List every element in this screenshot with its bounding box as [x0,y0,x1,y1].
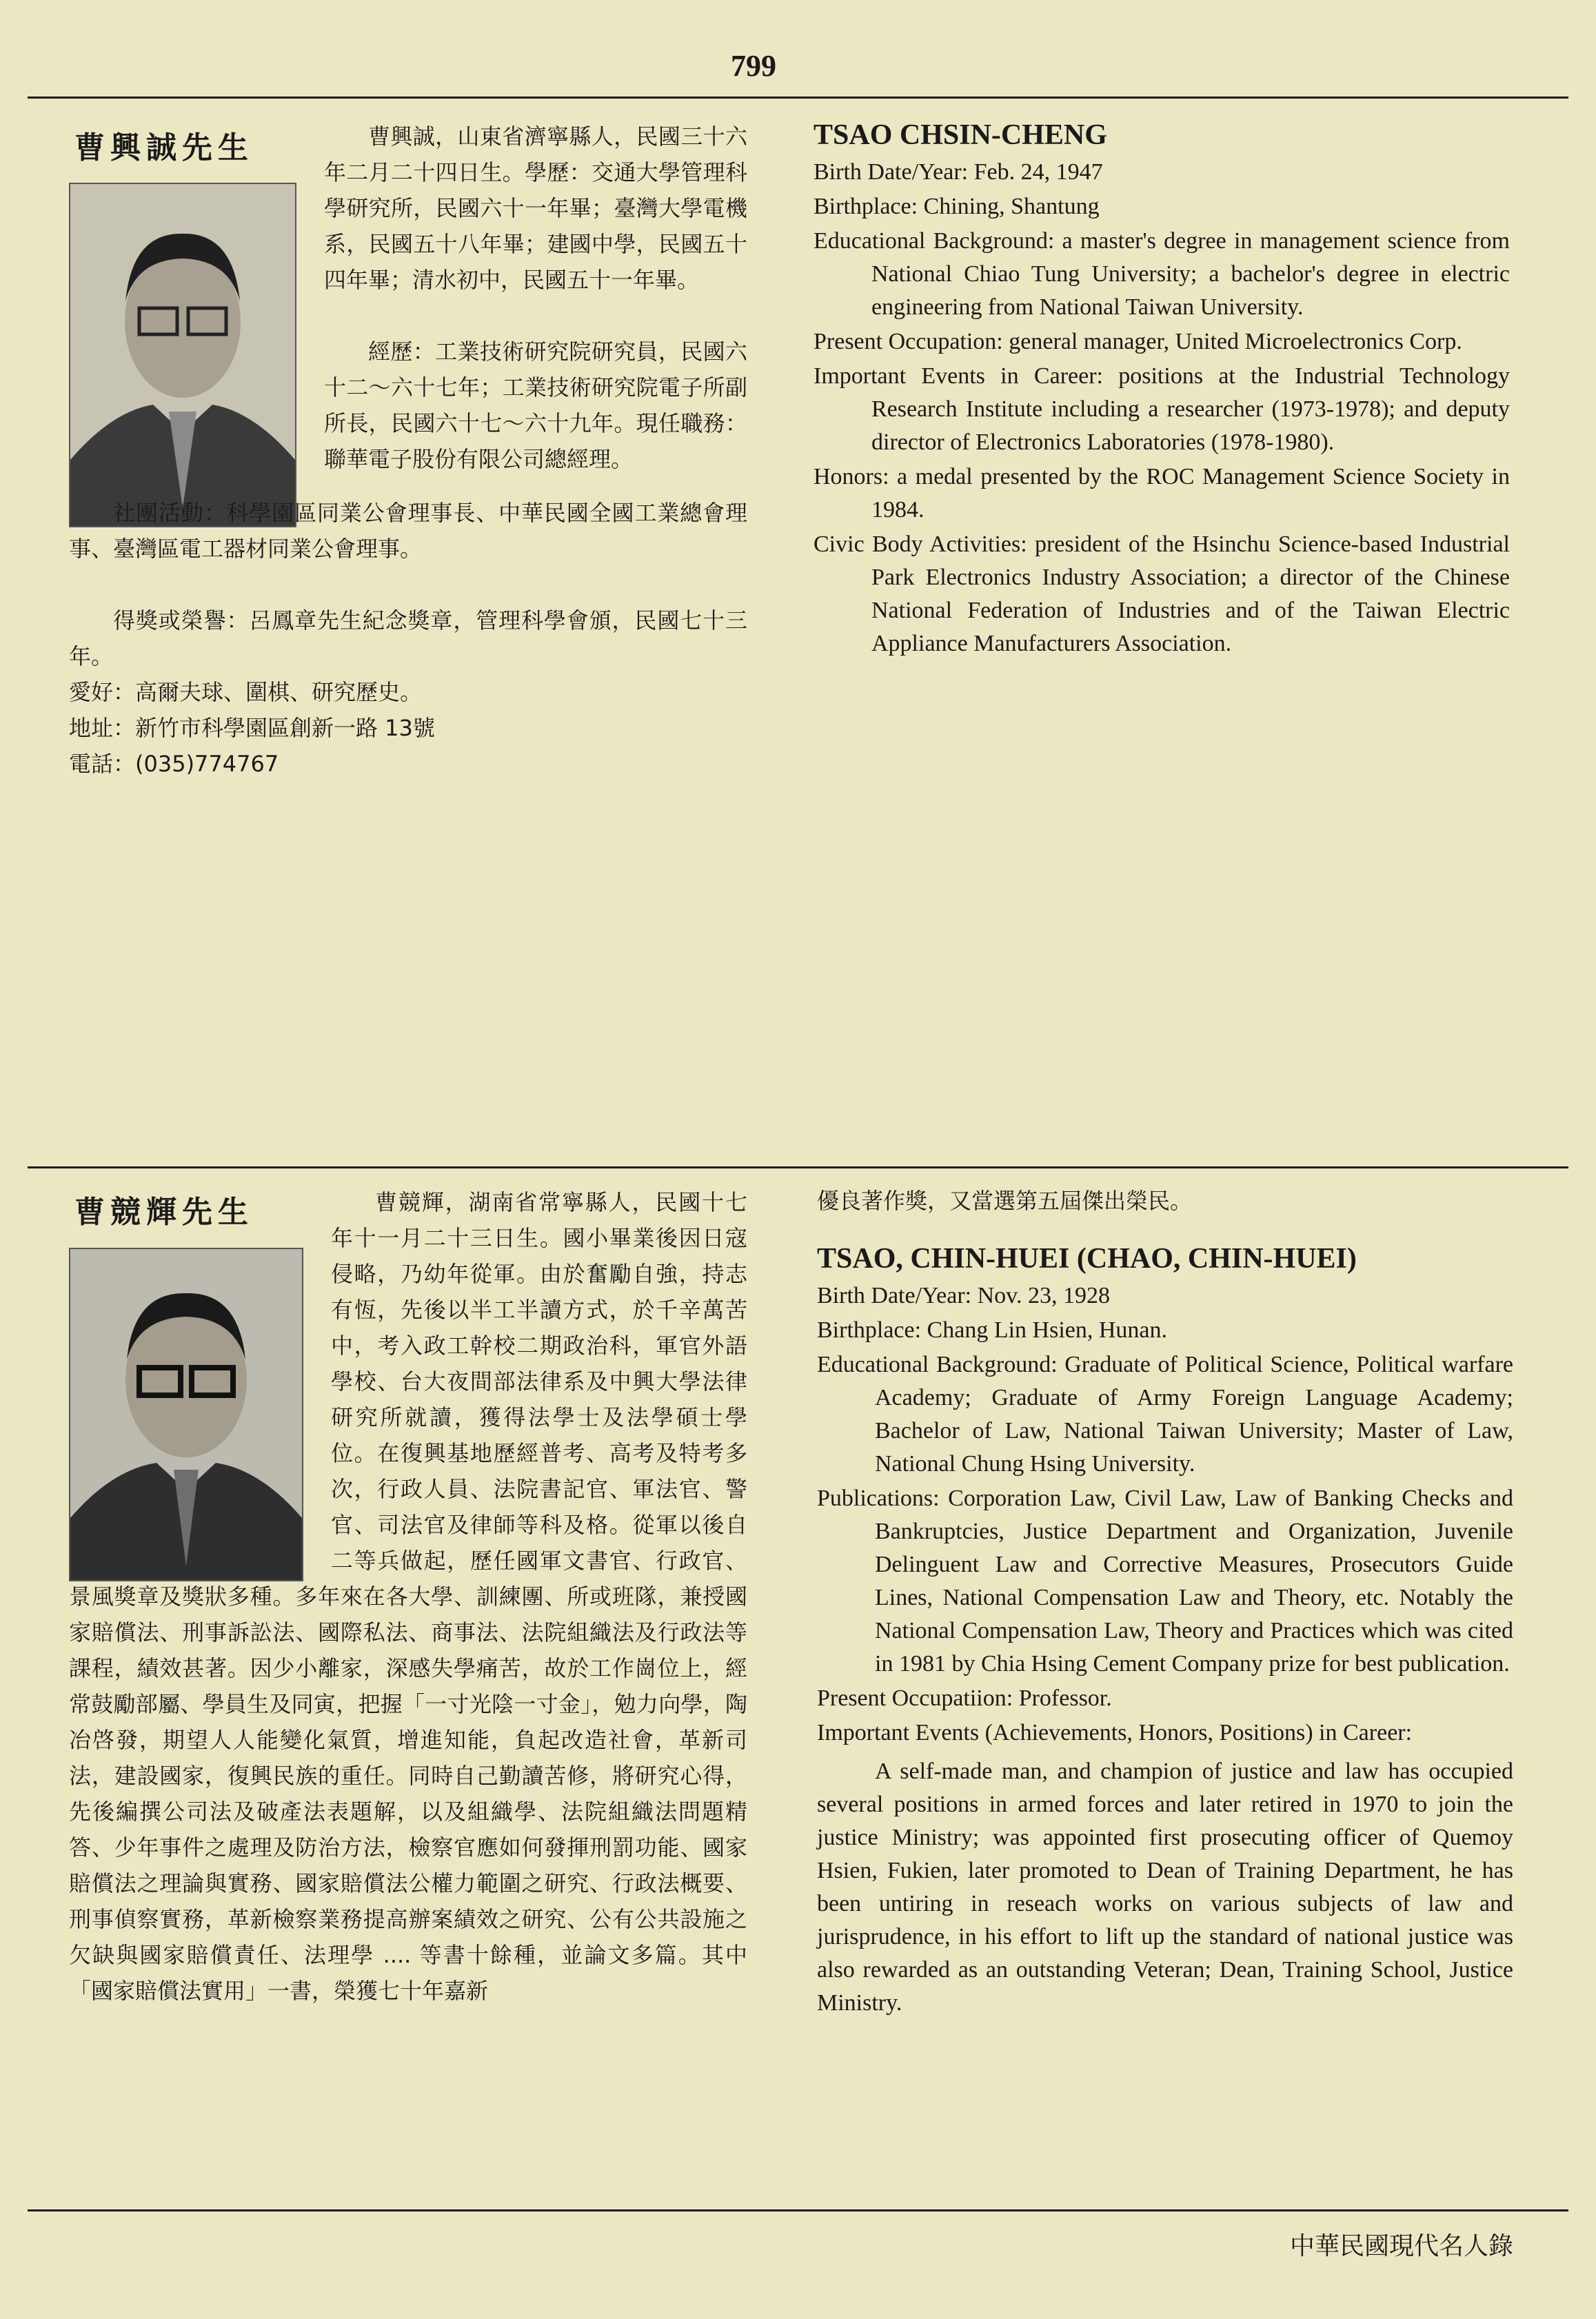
entry1-portrait-photo [69,183,296,527]
portrait-silhouette-icon [70,1249,302,1580]
entry2-en-publications: Publications: Corporation Law, Civil Law, Law of Banking Checks and Bankruptcies, Justice Department and Organization, Juvenile Delinguent Law and Corrective Measures, Prosecutors Guide Lines, National Compensation Law and Theory, etc. Notably the National Compensation Law, Theory and Practices which was cited in 1981 by Chia Hsing Cement Company prize for best publication. [817,1486,1513,1677]
entry1-zh-name: 曹興誠先生 [74,130,254,165]
entry2-en-occupation: Present Occupatiion: Professor. [817,1685,1112,1711]
entry2-portrait-photo [69,1248,303,1581]
entry1-zh-biography: 曹興誠，山東省濟寧縣人，民國三十六年二月二十四日生。學歷：交通大學管理科學研究所，民國六十一年畢；臺灣大學電機系，民國五十八年畢；建國中學，民國五十四年畢；清水初中，民國五十一年畢。 [324,123,747,293]
entry1-zh-career: 經歷：工業技術研究院研究員，民國六十二～六十七年；工業技術研究院電子所副所長，民國六十七～六十九年。現任職務：聯華電子股份有限公司總經理。 [324,338,747,472]
entry1-zh-phone: 電話：(035)774767 [69,751,279,777]
entry2-en-education: Educational Background: Graduate of Political Science, Political warfare Academy; Graduate of Army Foreign Language Academy; Bachelor of Law, National Taiwan University; Master of Law, National Chung Hsing University. [817,1352,1513,1477]
entry1-en-education: Educational Background: a master's degree in management science from National Chiao Tung University; a bachelor's degree in electric engineering from National Taiwan University. [814,228,1510,320]
book-title-footer: 中華民國現代名人錄 [1289,2232,1513,2260]
portrait-silhouette-icon [70,184,295,526]
entry1-en-birth-date: Birth Date/Year: Feb. 24, 1947 [814,159,1103,185]
entry2-en-birth-date: Birth Date/Year: Nov. 23, 1928 [817,1283,1110,1308]
entry1-zh-honors: 得獎或榮譽：呂鳳章先生紀念獎章，管理科學會頒，民國七十三年。 [69,607,747,669]
entry1-english-block [814,119,1510,662]
entry2-zh-bio-lower: 景風獎章及獎狀多種。多年來在各大學、訓練團、所或班隊，兼授國家賠償法、刑事訴訟法、國際私法、商事法、法院組織法及行政法等課程，績效甚著。因少小離家，深感失學痛苦，故於工作崗位上，經常鼓勵部屬、學員生及同寅，把握「一寸光陰一寸金」，勉力向學，陶冶啓發，期望人人能變化氣質，增進知能，負起改造社會，革新司法，建設國家，復興民族的重任。同時自己勤讀苦修，將研究心得，先後編撰公司法及破產法表題解，以及組織學、法院組織法問題精答、少年事件之處理及防治方法，檢察官應如何發揮刑罰功能、國家賠償法之理論與實務、國家賠償法公權力範圍之研究、行政法概要、刑事偵察實務，革新檢察業務提高辦案績效之研究、公有公共設施之欠缺與國家賠償責任、法理學 .... 等書十餘種，並論文多篇。其中「國家賠償法實用」一書，榮獲七十年嘉新 [69,1583,747,2004]
top-rule [28,97,1568,99]
entry2-zh-name: 曹競輝先生 [74,1195,254,1230]
entry2-en-career-heading: Important Events (Achievements, Honors, Positions) in Career: [817,1720,1413,1745]
entry1-en-career-events: Important Events in Career: positions at the Industrial Technology Research Institute including a researcher (1973-1978); and deputy director of Electronics Laboratories (1978-1980). [814,363,1510,455]
entry1-zh-civic-activities: 社團活動：科學園區同業公會理事長、中華民國全國工業總會理事、臺灣區電工器材同業公會理事。 [69,500,747,562]
entry1-zh-address: 地址：新竹市科學園區創新一路 13號 [69,715,435,741]
entry1-en-civic: Civic Body Activities: president of the Hsinchu Science-based Industrial Park Electronics Industry Association; a director of the Chinese National Federation of Industries and of the Taiwan Electric Appliance Manufacturers Association. [814,531,1510,656]
entry2-english-block [817,1183,1513,2020]
entry2-en-name: TSAO, CHIN-HUEI (CHAO, CHIN-HUEI) [817,1243,1357,1275]
entry2-zh-bio-upper: 曹競輝，湖南省常寧縣人，民國十七年十一月二十三日生。國小畢業後因日寇侵略，乃幼年從軍。由於奮勵自強，持志有恆，先後以半工半讀方式，於千辛萬苦中，考入政工幹校二期政治科，軍官外語學校、台大夜間部法律系及中興大學法律研究所就讀，獲得法學士及法學碩士學位。在復興基地歷經普考、高考及特考多次，行政人員、法院書記官、軍法官、警官、司法官及律師等科及格。從軍以後自二等兵做起，歷任國軍文書官、行政官、 [331,1189,747,1574]
entry1-en-occupation: Present Occupation: general manager, United Microelectronics Corp. [814,329,1462,354]
bottom-rule [28,2209,1568,2211]
page-number: 799 [731,49,776,83]
entry1-en-honors: Honors: a medal presented by the ROC Management Science Society in 1984. [814,464,1510,523]
entry1-en-birthplace: Birthplace: Chining, Shantung [814,194,1100,219]
entry2-zh-continuation: 優良著作獎，又當選第五屆傑出榮民。 [817,1188,1193,1214]
entry2-en-career-paragraph: A self-made man, and champion of justice and law has occupied several positions in armed forces and later retired in 1970 to join the justice Ministry; was appointed first prosecuting officer of Quemoy Hsien, Fukien, later promoted to Dean of Training Department, he has been untiring in reseach works on various subjects of law and jurisprudence, in his effort to lift up the standard of national justice was also rewarded as an outstanding Veteran; Dean, Training School, Justice Ministry. [817,1759,1513,2016]
middle-rule [28,1166,1568,1168]
entry1-zh-hobby: 愛好：高爾夫球、圍棋、研究歷史。 [69,679,423,705]
entry1-en-name: TSAO CHSIN-CHENG [814,119,1107,151]
entry2-en-birthplace: Birthplace: Chang Lin Hsien, Hunan. [817,1317,1168,1343]
